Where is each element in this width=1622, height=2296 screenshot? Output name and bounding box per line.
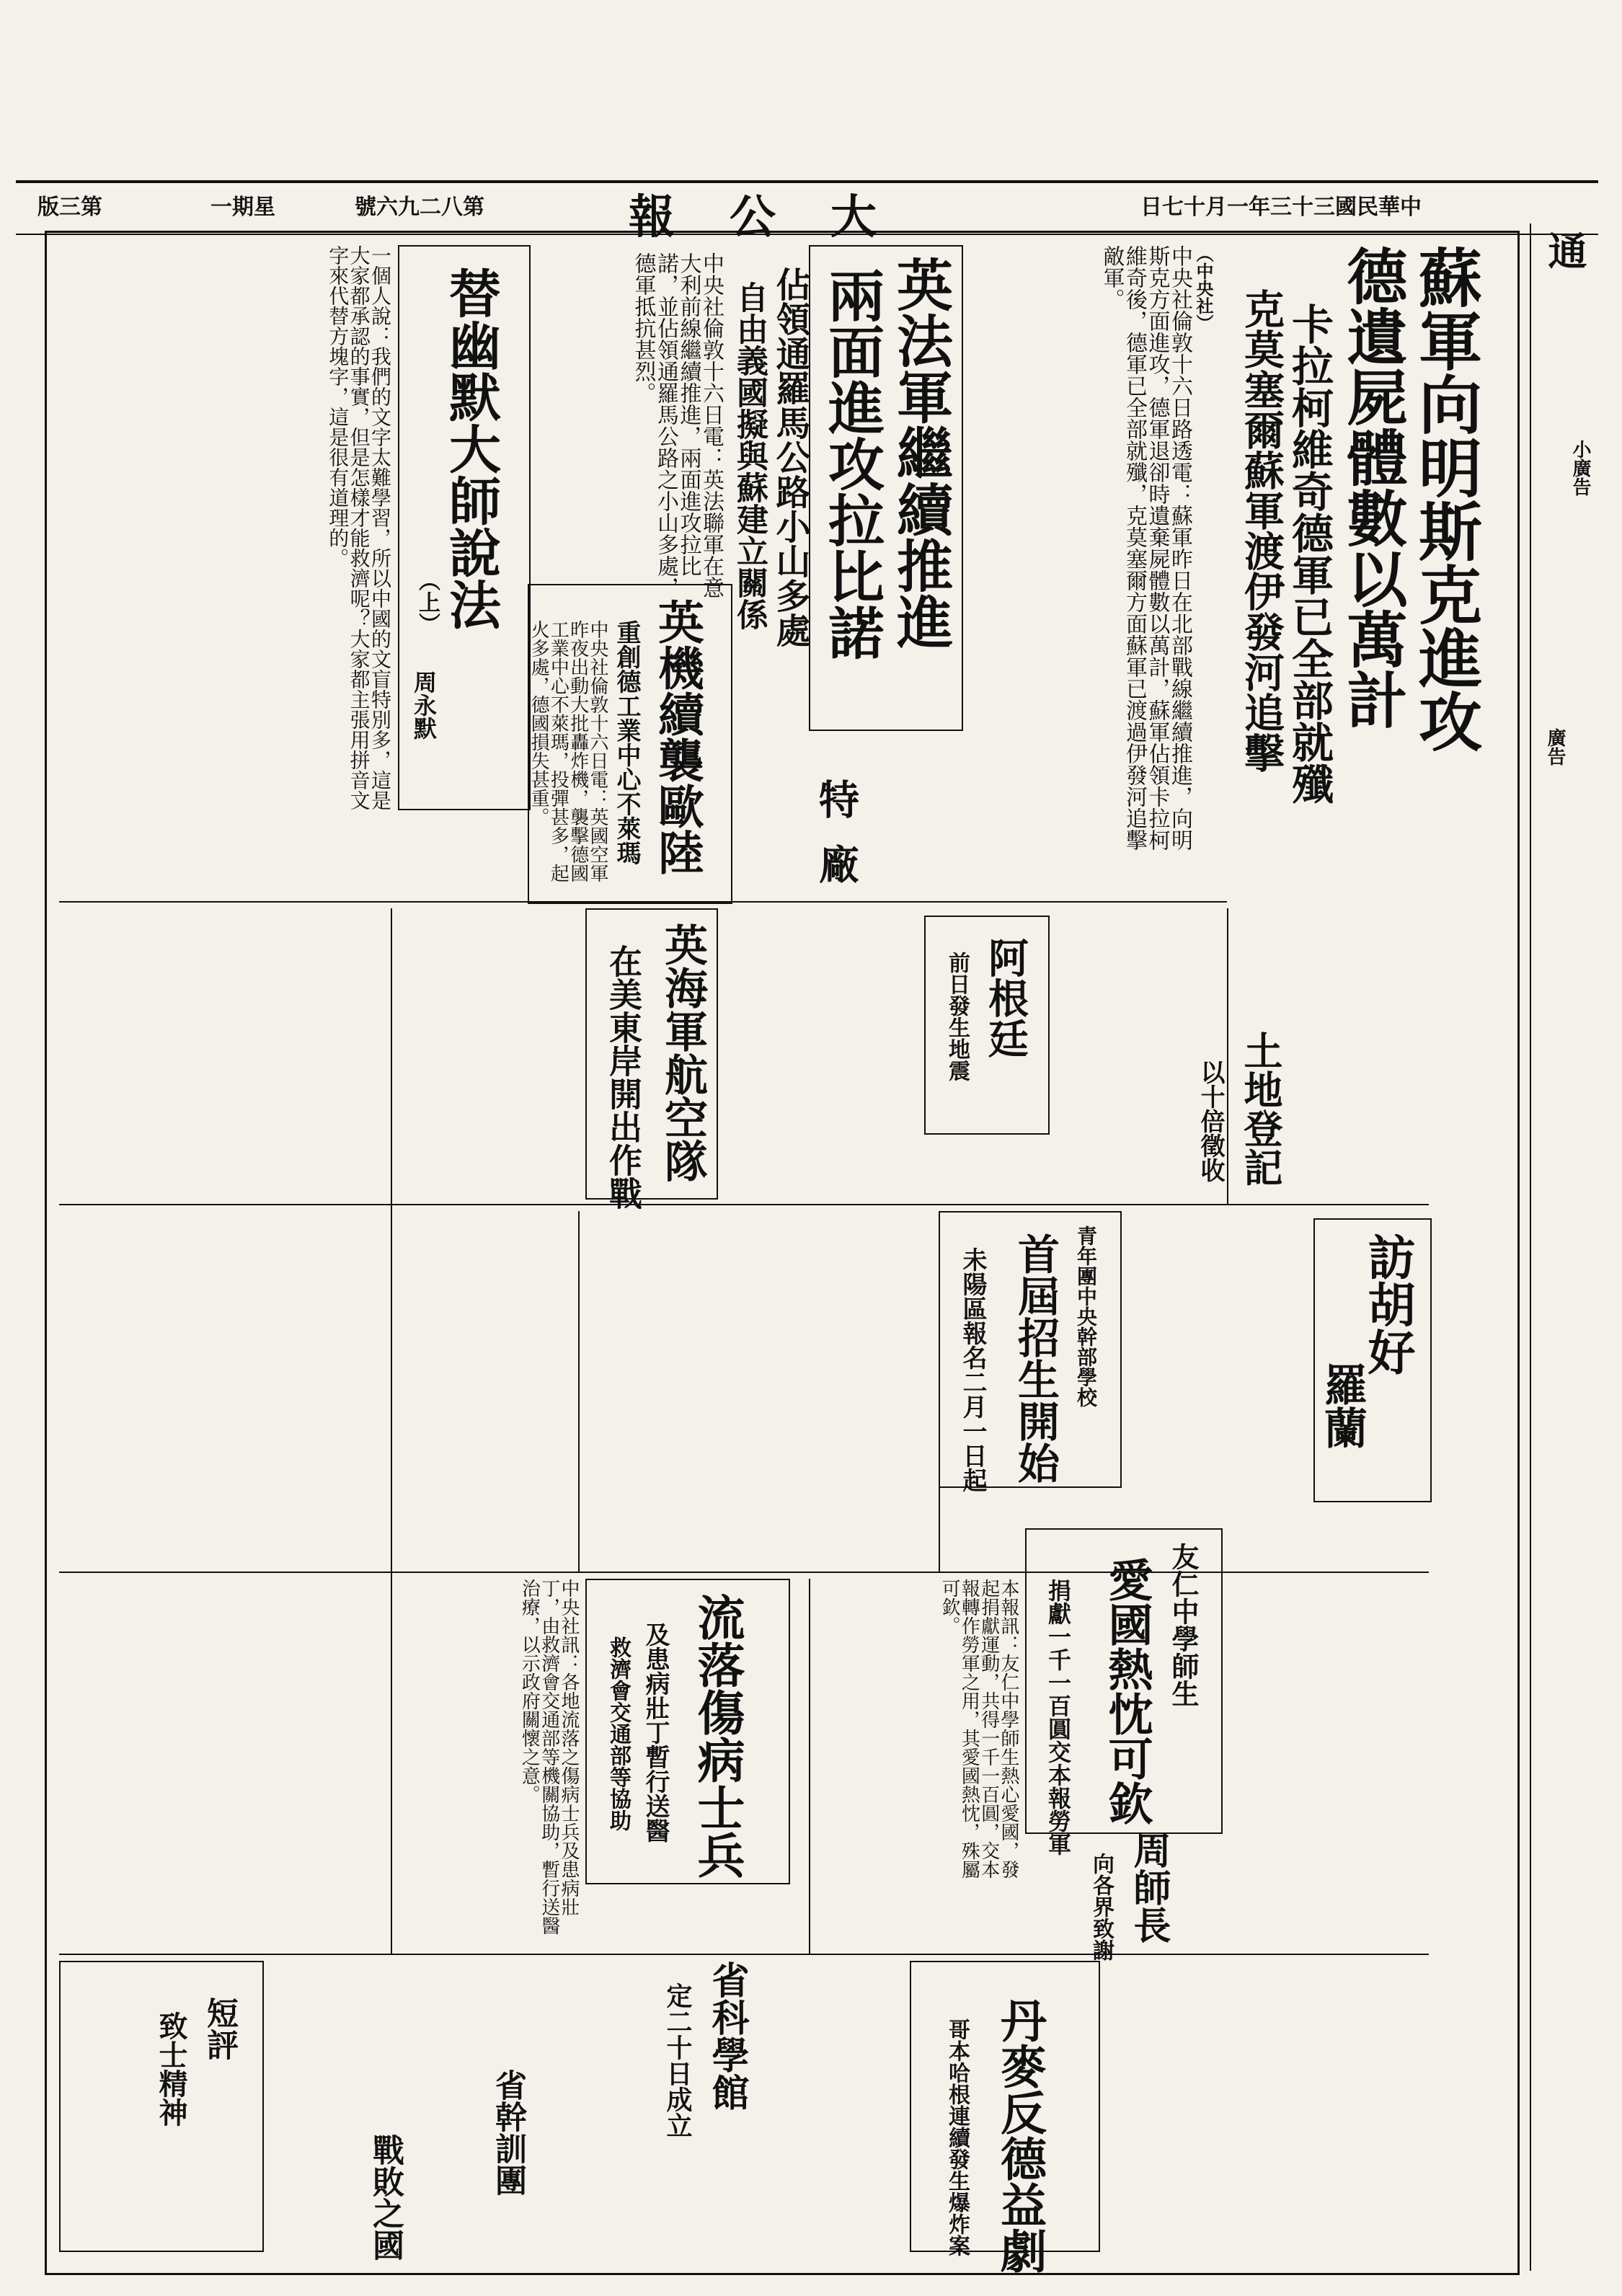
land-headline: 土地登記: [1238, 1031, 1284, 1187]
land-sub: 以十倍徵收: [1196, 1060, 1225, 1182]
lead-sub-2: 克莫塞爾蘇軍渡伊發河追擊: [1238, 288, 1285, 773]
divider-3: [578, 1211, 580, 1572]
anglofrench-headline-1: 英法軍繼續推進: [887, 256, 953, 650]
youren-kicker: 友仁中學師生: [1167, 1543, 1200, 1707]
denmark-sub: 哥本哈根連續發生爆炸案: [944, 2018, 970, 2256]
argentina-headline: 阿根廷: [982, 937, 1029, 1058]
paper-name-3: 報: [629, 190, 675, 244]
divider-1: [1227, 908, 1228, 1204]
training-headline: 省幹訓團: [489, 2069, 526, 2196]
rule-2: [59, 1204, 1429, 1205]
right-strip-label: 通: [1542, 231, 1588, 270]
masthead-issue: 號六九二八第: [355, 195, 484, 220]
essay-headline: 替幽默大師說法: [440, 267, 502, 630]
paper-name-2: 公: [730, 190, 776, 244]
school-kicker: 青年團中央幹部學校: [1074, 1225, 1098, 1407]
rule-3: [59, 1572, 1429, 1573]
masthead: [16, 180, 1598, 244]
lead-headline-1: 蘇軍向明斯克進攻: [1409, 245, 1484, 753]
lead-dateline: （中央社）: [1193, 245, 1214, 332]
raf-headline: 英機續襲歐陸: [650, 598, 704, 875]
essay-part: （上）: [415, 569, 440, 634]
hu-headline: 訪胡好: [1360, 1233, 1416, 1375]
divider-5: [391, 908, 392, 1954]
province-sub: 定二十日成立: [662, 1982, 693, 2138]
anglofrench-headline-2: 兩面進攻拉比諾: [819, 267, 885, 660]
right-strip-ad-2: 廣告: [1544, 728, 1566, 766]
wounded-sub-2: 救濟會交通部等協助: [606, 1636, 631, 1831]
youren-sub: 捐獻一千一百圓交本報勞軍: [1045, 1579, 1072, 1856]
wounded-body: 中央社訊：各地流落之傷病士兵及患病壯丁，由救濟會交通部等機關協助，暫行送醫治療，以示政府關懷之意。: [518, 1579, 580, 1935]
divider-2: [939, 1211, 940, 1572]
masthead-weekday: 一期星: [210, 195, 275, 220]
masthead-date: 日七十月一年三十三國民華中: [1140, 195, 1422, 220]
zhou-headline: 周師長: [1127, 1831, 1171, 1943]
sea-headline: 英海軍航空隊: [657, 923, 708, 1182]
essay-body: 一個人說：我們的文字太難學習，所以中國的文盲特別多，這是大家都承認的事實，但是怎樣才能救濟呢？大家都主張用拼音文字來代替方塊字，這是很有道理的。: [326, 245, 392, 810]
lead-sub-1: 卡拉柯維奇德軍已全部就殲: [1285, 303, 1334, 805]
province-headline: 省科學館: [705, 1961, 749, 2111]
essay-author: 周永默: [410, 670, 438, 740]
anglofrench-body: 中央社倫敦十六日電：英法聯軍在意大利前線繼續推進，兩面進攻拉比諾，並佔領通羅馬公路之小山多處，德軍抵抗甚烈。: [630, 252, 724, 598]
wounded-sub-1: 及患病壯丁暫行送醫: [641, 1622, 670, 1843]
paper-name-1: 大: [830, 190, 877, 244]
short-comment-title: 致士精神: [154, 2011, 188, 2127]
aircraft-kicker: 特: [812, 779, 860, 819]
lead-body: 中央社倫敦十六日路透電：蘇軍昨日在北部戰線繼續推進，向明斯克方面進攻，德軍退卻時遺棄屍體數以萬計，蘇軍佔領卡拉柯維奇後，德軍已全部就殲，克莫塞爾方面蘇軍已渡過伊發河追擊敵軍。: [1099, 245, 1192, 851]
anglofrench-sub-1: 佔領通羅馬公路小山多處: [770, 267, 810, 647]
right-strip-ad-1: 小廣告: [1569, 440, 1591, 496]
rule-1: [59, 901, 1227, 903]
school-headline: 首屆招生開始: [1011, 1233, 1060, 1484]
aircraft-headline: 廠: [812, 843, 860, 884]
hu-sub: 羅蘭: [1317, 1362, 1368, 1449]
youren-headline: 愛國熱忱可欽: [1101, 1557, 1153, 1825]
wounded-headline: 流落傷病士兵: [689, 1593, 745, 1879]
sea-sub: 在美東岸開出作戰: [604, 944, 643, 1210]
youren-body: 本報訊：友仁中學師生熱心愛國，發起捐獻運動，共得一千一百圓，交本報轉作勞軍之用，其愛國熱忱，殊屬可欽。: [939, 1579, 1019, 1879]
argentina-sub: 前日發生地震: [944, 952, 970, 1081]
raf-sub: 重創德工業中心不萊瑪: [612, 620, 641, 865]
lead-headline-2: 德遺屍體數以萬計: [1337, 245, 1409, 730]
masthead-page-label: 版三第: [37, 195, 102, 220]
short-comment-label: 短評: [201, 1997, 238, 2060]
right-ad-strip: [1530, 223, 1603, 2271]
anglofrench-sub-2: 自由義國擬與蘇建立關係: [731, 281, 768, 630]
denmark-headline: 丹麥反德益劇: [993, 1997, 1047, 2274]
newspaper-page: [16, 7, 1602, 2285]
rule-4: [59, 1954, 1429, 1955]
raf-body: 中央社倫敦十六日電：英國空軍昨夜出動大批轟炸機，襲擊德國工業中心不萊瑪，投彈甚多，起火多處，德國損失甚重。: [528, 620, 608, 882]
film-headline: 戰敗之國: [367, 2134, 404, 2261]
school-sub: 未陽區報名二月一日起: [958, 1247, 987, 1492]
divider-4: [809, 1579, 810, 1954]
zhou-sub: 向各界致謝: [1089, 1853, 1114, 1961]
